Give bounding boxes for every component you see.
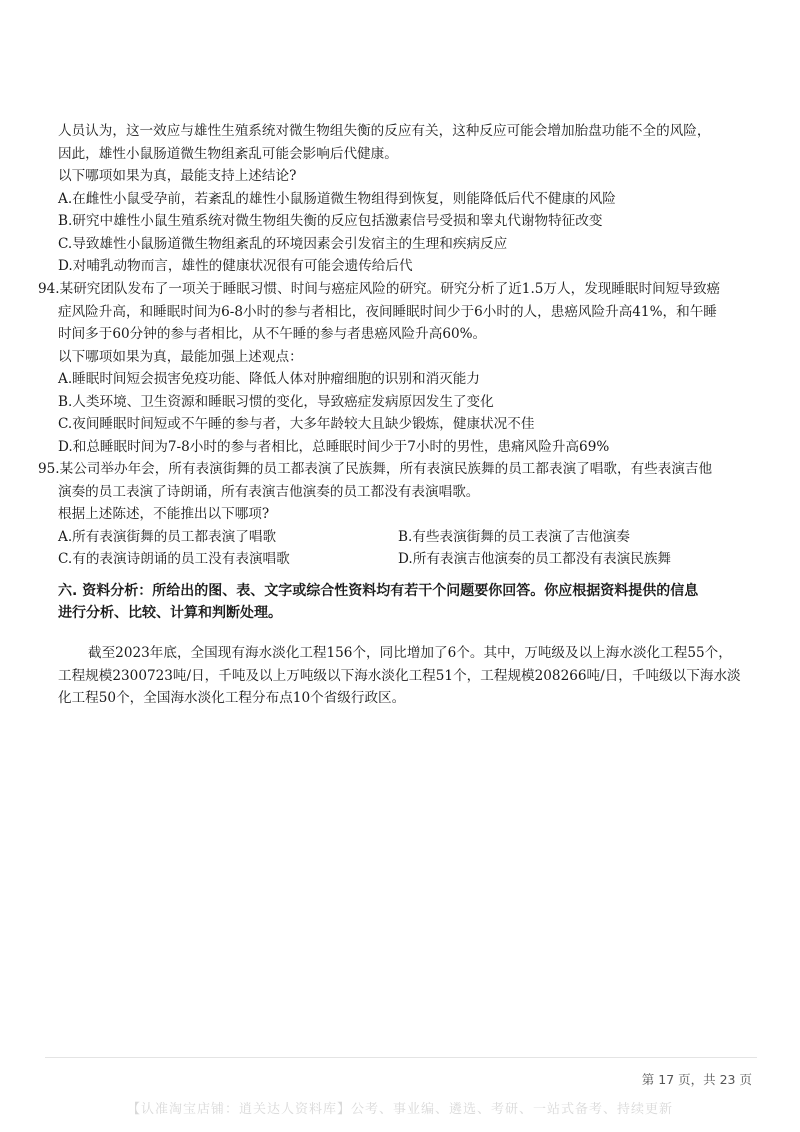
text-line: 化工程50个，全国海水淡化工程分布点10个省级行政区。 (58, 690, 406, 706)
option-c: C.夜间睡眠时间短或不午睡的参与者，大多年龄较大且缺少锻炼，健康状况不佳 (58, 416, 535, 432)
option-d: D.所有表演吉他演奏的员工都没有表演民族舞 (398, 551, 672, 567)
text-line: 截至2023年底，全国现有海水淡化工程156个，同比增加了6个。其中，万吨级及以上海水淡化工程55个， (88, 645, 732, 661)
question-95-stem: 95.某公司举办年会，所有表演街舞的员工都表演了民族舞，所有表演民族舞的员工都表演了唱歌，有些表演吉他 (38, 461, 713, 477)
section-heading-line: 六. 资料分析：所给出的图、表、文字或综合性资料均有若干个问题要你回答。你应根据资料提供的信息 (58, 583, 699, 599)
option-b: B.人类环境、卫生资源和睡眠习惯的变化，导致癌症发病原因发生了变化 (58, 393, 494, 410)
text-line: 演奏的员工表演了诗朗诵，所有表演吉他演奏的员工都没有表演唱歌。 (58, 483, 480, 500)
question-94-stem: 94.某研究团队发布了一项关于睡眠习惯、时间与癌症风险的研究。研究分析了近1.5万人，发现睡眠时间短导致癌 (38, 281, 721, 297)
text-line: 时间多于60分钟的参与者相比，从不午睡的参与者患癌风险升高60%。 (58, 326, 487, 342)
footer-divider (45, 1057, 757, 1058)
question-93-continuation (58, 120, 748, 278)
option-c: C.有的表演诗朗诵的员工没有表演唱歌 (58, 551, 290, 567)
option-row (58, 548, 748, 571)
text-line: 症风险升高，和睡眠时间为6-8小时的参与者相比，夜间睡眠时间少于6小时的人，患癌风险升高41%，和午睡 (58, 303, 717, 320)
section-heading-line: 进行分析、比较、计算和判断处理。 (58, 605, 282, 621)
watermark: 【认准淘宝店铺：逍关达人资料库】公考、事业编、遴选、考研、一站式备考、持续更新 (126, 1102, 673, 1117)
section-six-heading (58, 580, 758, 624)
option-a: A.在雌性小鼠受孕前，若紊乱的雄性小鼠肠道微生物组得到恢复，则能降低后代不健康的风险 (58, 190, 616, 207)
page-number: 第 17 页，共 23 页 (641, 1072, 752, 1087)
text-line: 工程规模2300723吨/日，千吨及以上万吨级以下海水淡化工程51个，工程规模208266吨/日，千吨级以下海水淡 (58, 667, 741, 684)
question-94 (38, 278, 748, 458)
question-95 (38, 458, 748, 571)
question-prompt: 以下哪项如果为真，最能支持上述结论? (58, 168, 297, 184)
option-d: D.对哺乳动物而言，雄性的健康状况很有可能会遗传给后代 (58, 258, 413, 274)
text-line: 因此，雄性小鼠肠道微生物组紊乱可能会影响后代健康。 (58, 145, 398, 162)
option-a: A.睡眠时间短会损害免疫功能、降低人体对肿瘤细胞的识别和消灭能力 (58, 371, 480, 387)
option-b: B.有些表演街舞的员工表演了吉他演奏 (398, 528, 630, 545)
material-paragraph (58, 642, 758, 710)
option-b: B.研究中雄性小鼠生殖系统对微生物组失衡的反应包括激素信号受损和睾丸代谢物特征改变 (58, 213, 603, 229)
question-prompt: 根据上述陈述，不能推出以下哪项? (58, 506, 270, 522)
text-line: 人员认为，这一效应与雄性生殖系统对微生物组失衡的反应有关，这种反应可能会增加胎盘功能不全的风险， (58, 123, 711, 139)
option-d: D.和总睡眠时间为7-8小时的参与者相比，总睡眠时间少于7小时的男性，患痛风险升高69% (58, 438, 610, 455)
option-c: C.导致雄性小鼠肠道微生物组紊乱的环境因素会引发宿主的生理和疾病反应 (58, 235, 508, 252)
question-prompt: 以下哪项如果为真，最能加强上述观点： (58, 348, 303, 365)
option-row (58, 526, 748, 549)
option-a: A.所有表演街舞的员工都表演了唱歌 (58, 528, 277, 545)
